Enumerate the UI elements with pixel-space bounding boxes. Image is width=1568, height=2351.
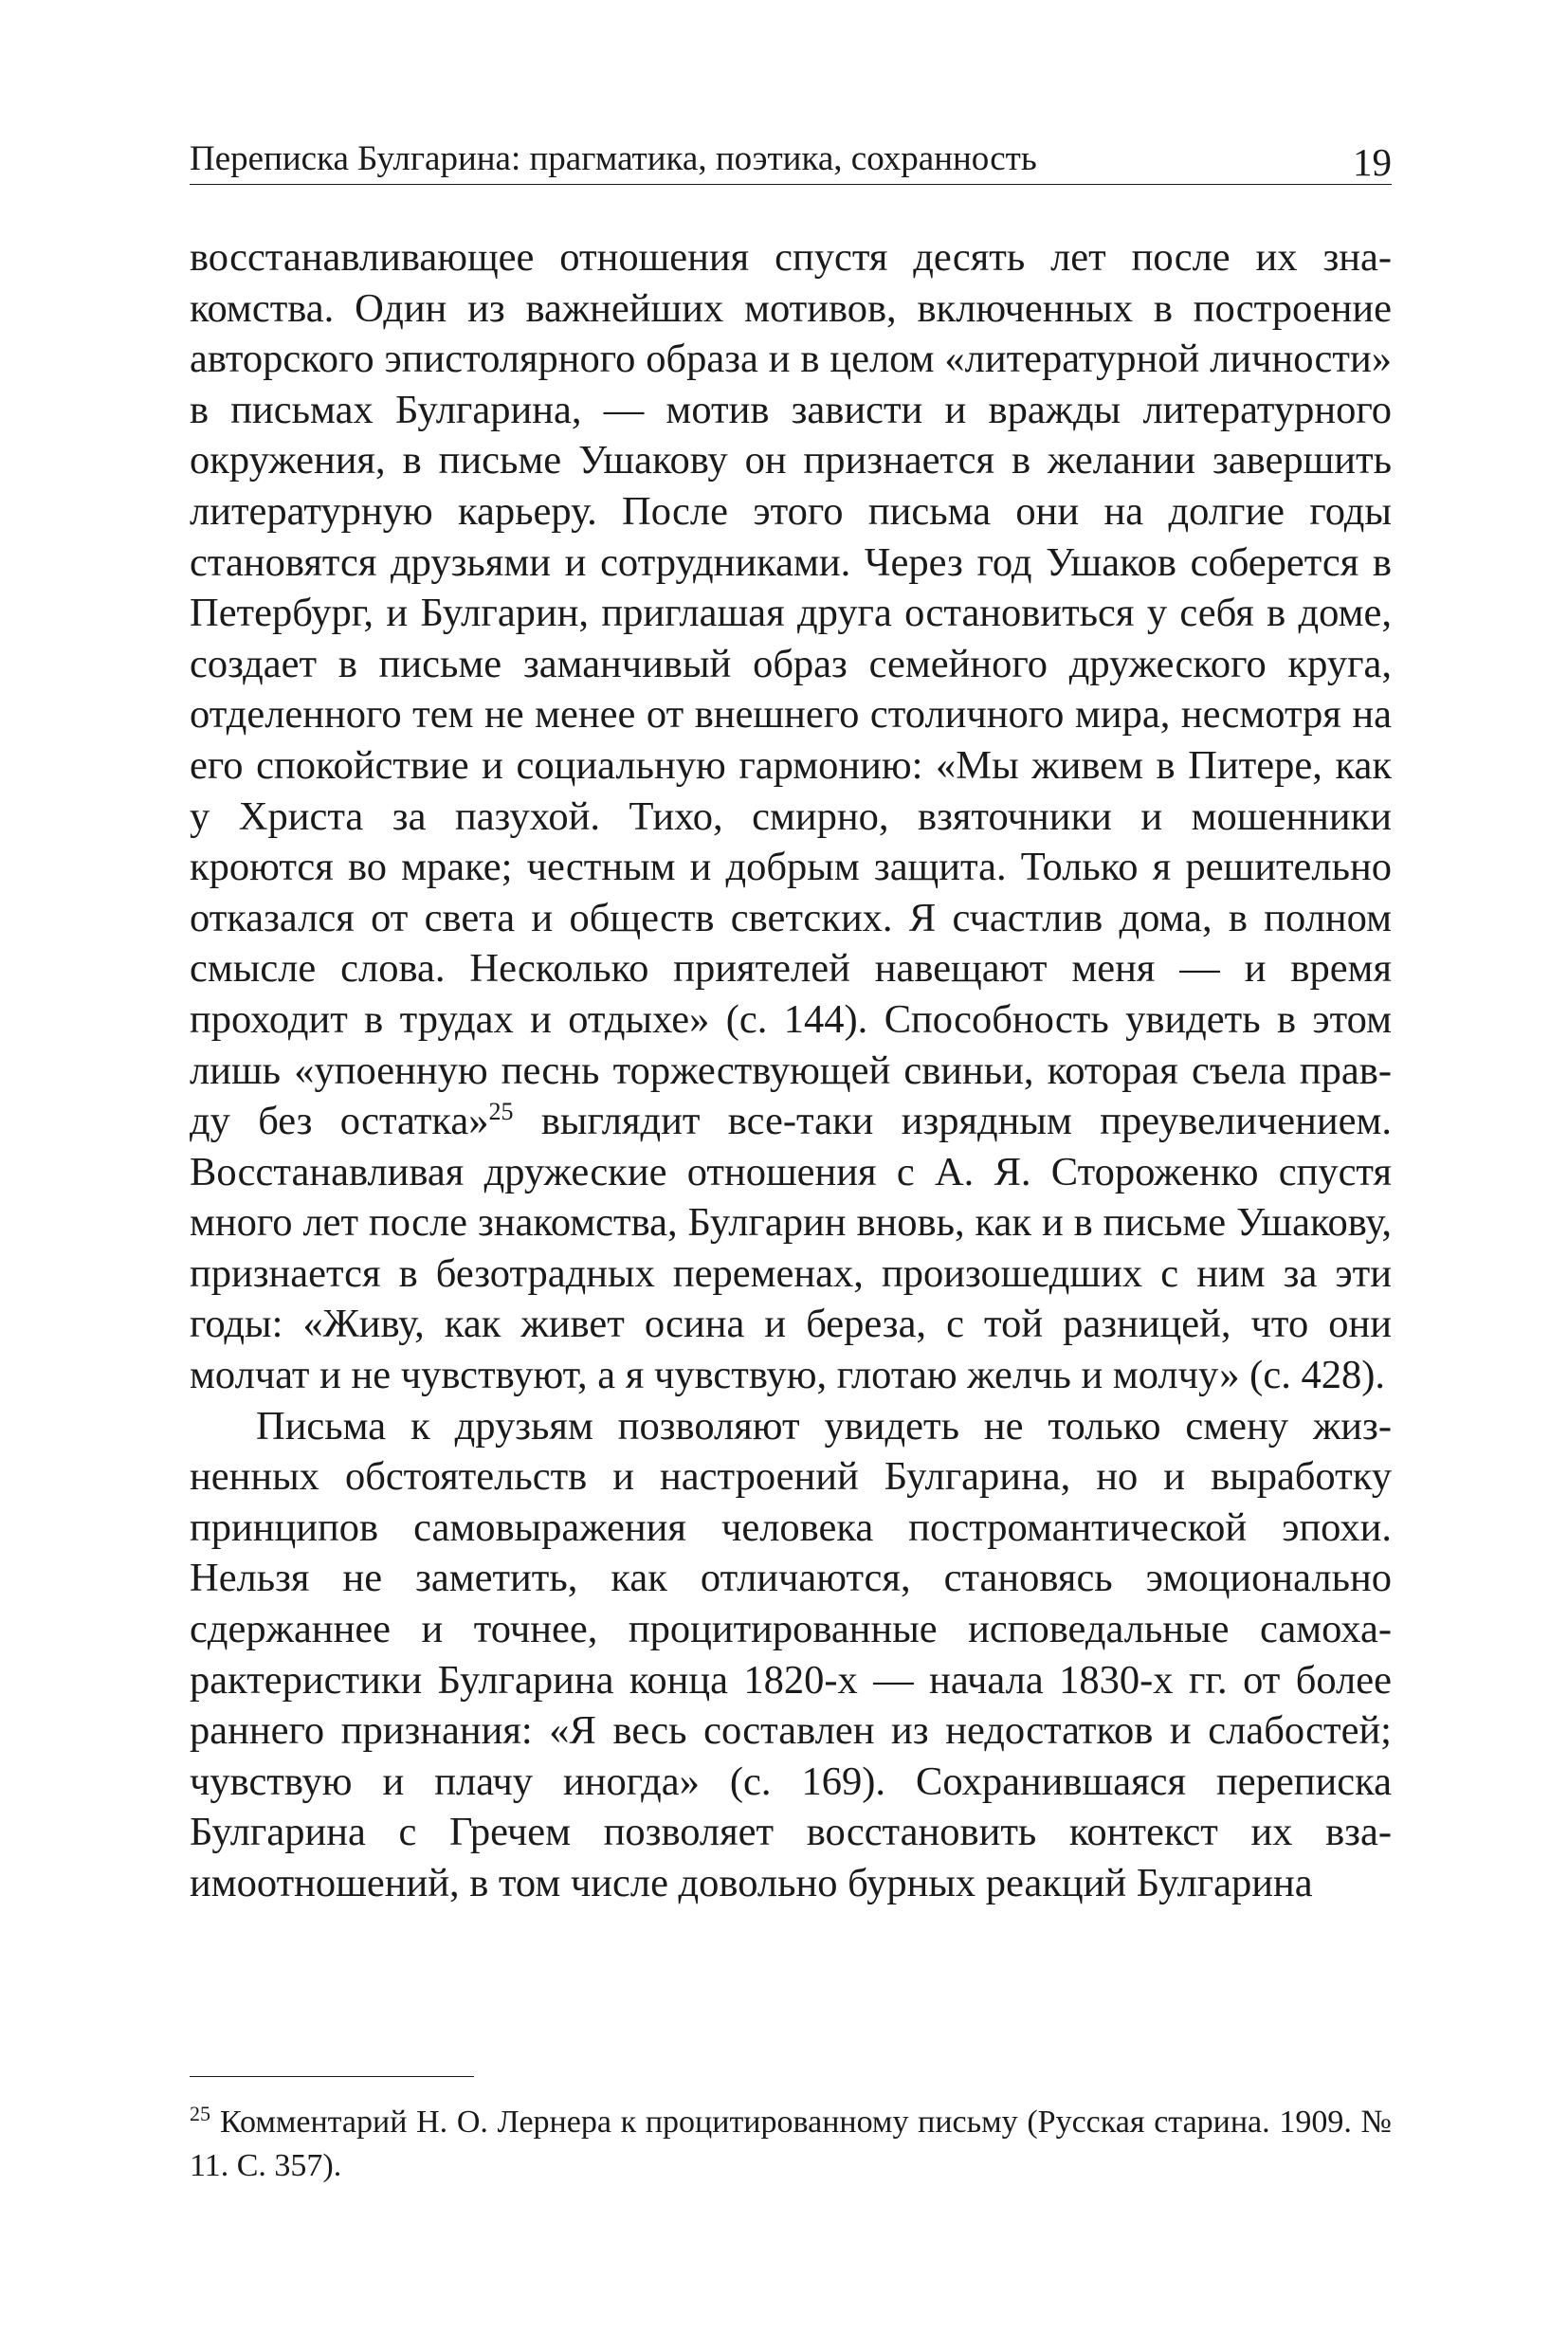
- paragraph-1-text-a: восстанавливающее отношения спустя десять лет после их знакомства. Один из важнейших мотивов, включенных в построение авторского эпистолярного образа и в целом «литературной личности» в письмах Булгарина, — мотив зависти и вражды литературного окружения, в письме Ушакову он признается в желании завершить литературную карьеру. После этого письма они на долгие годы становятся друзьями и сотрудниками. Через год Ушаков соберется в Петербург, и Булгарин, приглашая друга остановиться у себя в доме, создает в письме заманчивый образ семейного дружеского круга, отделенного тем не менее от внешнего столичного мира, несмотря на его спокойствие и социальную гармонию: «Мы живем в Питере, как у Христа за пазухой. Тихо, смирно, взяточники и мошенники кроются во мраке; честным и добрым защита. Только я решительно отказался от света и обществ светских. Я счастлив дома, в полном смысле слова. Несколько приятелей навещают меня — и время проходит в трудах и отдыхе» (с. 144). Способность увидеть в этом лишь «упоенную песнь торжествующей свиньи, которая съела правду без остатка»: [190, 235, 1392, 1144]
- paragraph-1-text-b: выглядит все-таки изрядным преувеличением. Восстанавливая дружеские отношения с А. Я. Стороженко спустя много лет после знакомства, Булгарин вновь, как и в письме Ушакову, признается в безотрадных переменах, произошедших с ним за эти годы: «Живу, как живет осина и береза, с той разницей, что они молчат и не чувствуют, а я чувствую, глотаю желчь и молчу» (с. 428).: [190, 1099, 1392, 1398]
- footnotes: [190, 2101, 1392, 2188]
- book-page: [190, 135, 1392, 2220]
- running-header: [190, 135, 1392, 185]
- running-title: Переписка Булгарина: прагматика, поэтика, сохранность: [190, 139, 1037, 178]
- page-number: 19: [1353, 140, 1392, 184]
- paragraph-1: [190, 232, 1392, 1401]
- footnote: [190, 2101, 1392, 2188]
- footnote-number: 25: [190, 2101, 210, 2125]
- footnote-paragraph: [190, 2101, 1392, 2188]
- paragraph-2: Письма к друзьям позволяют увидеть не только смену жизненных обстоятельств и настроений Булгарина, но и выработку принципов самовыражения человека постромантической эпохи. Нельзя не заметить, как отличаются, становясь эмоционально сдержаннее и точнее, процитированные исповедальные самохарактеристики Булгарина конца 1820-х — начала 1830-х гг. от более раннего признания: «Я весь составлен из недостатков и слабостей; чувствую и плачу иногда» (с. 169). Сохранившаяся переписка Булгарина с Гречем позволяет восстановить контекст их взаимоотношений, в том числе довольно бурных реакций Булгарина: [190, 1403, 1392, 1905]
- footnote-reference: 25: [488, 1097, 514, 1125]
- footnote-separator: [190, 2076, 474, 2077]
- footnote-text: Комментарий Н. О. Лернера к процитированному письму (Русская старина. 1909. № 11. С. 357).: [190, 2105, 1392, 2183]
- main-text: [190, 232, 1392, 1909]
